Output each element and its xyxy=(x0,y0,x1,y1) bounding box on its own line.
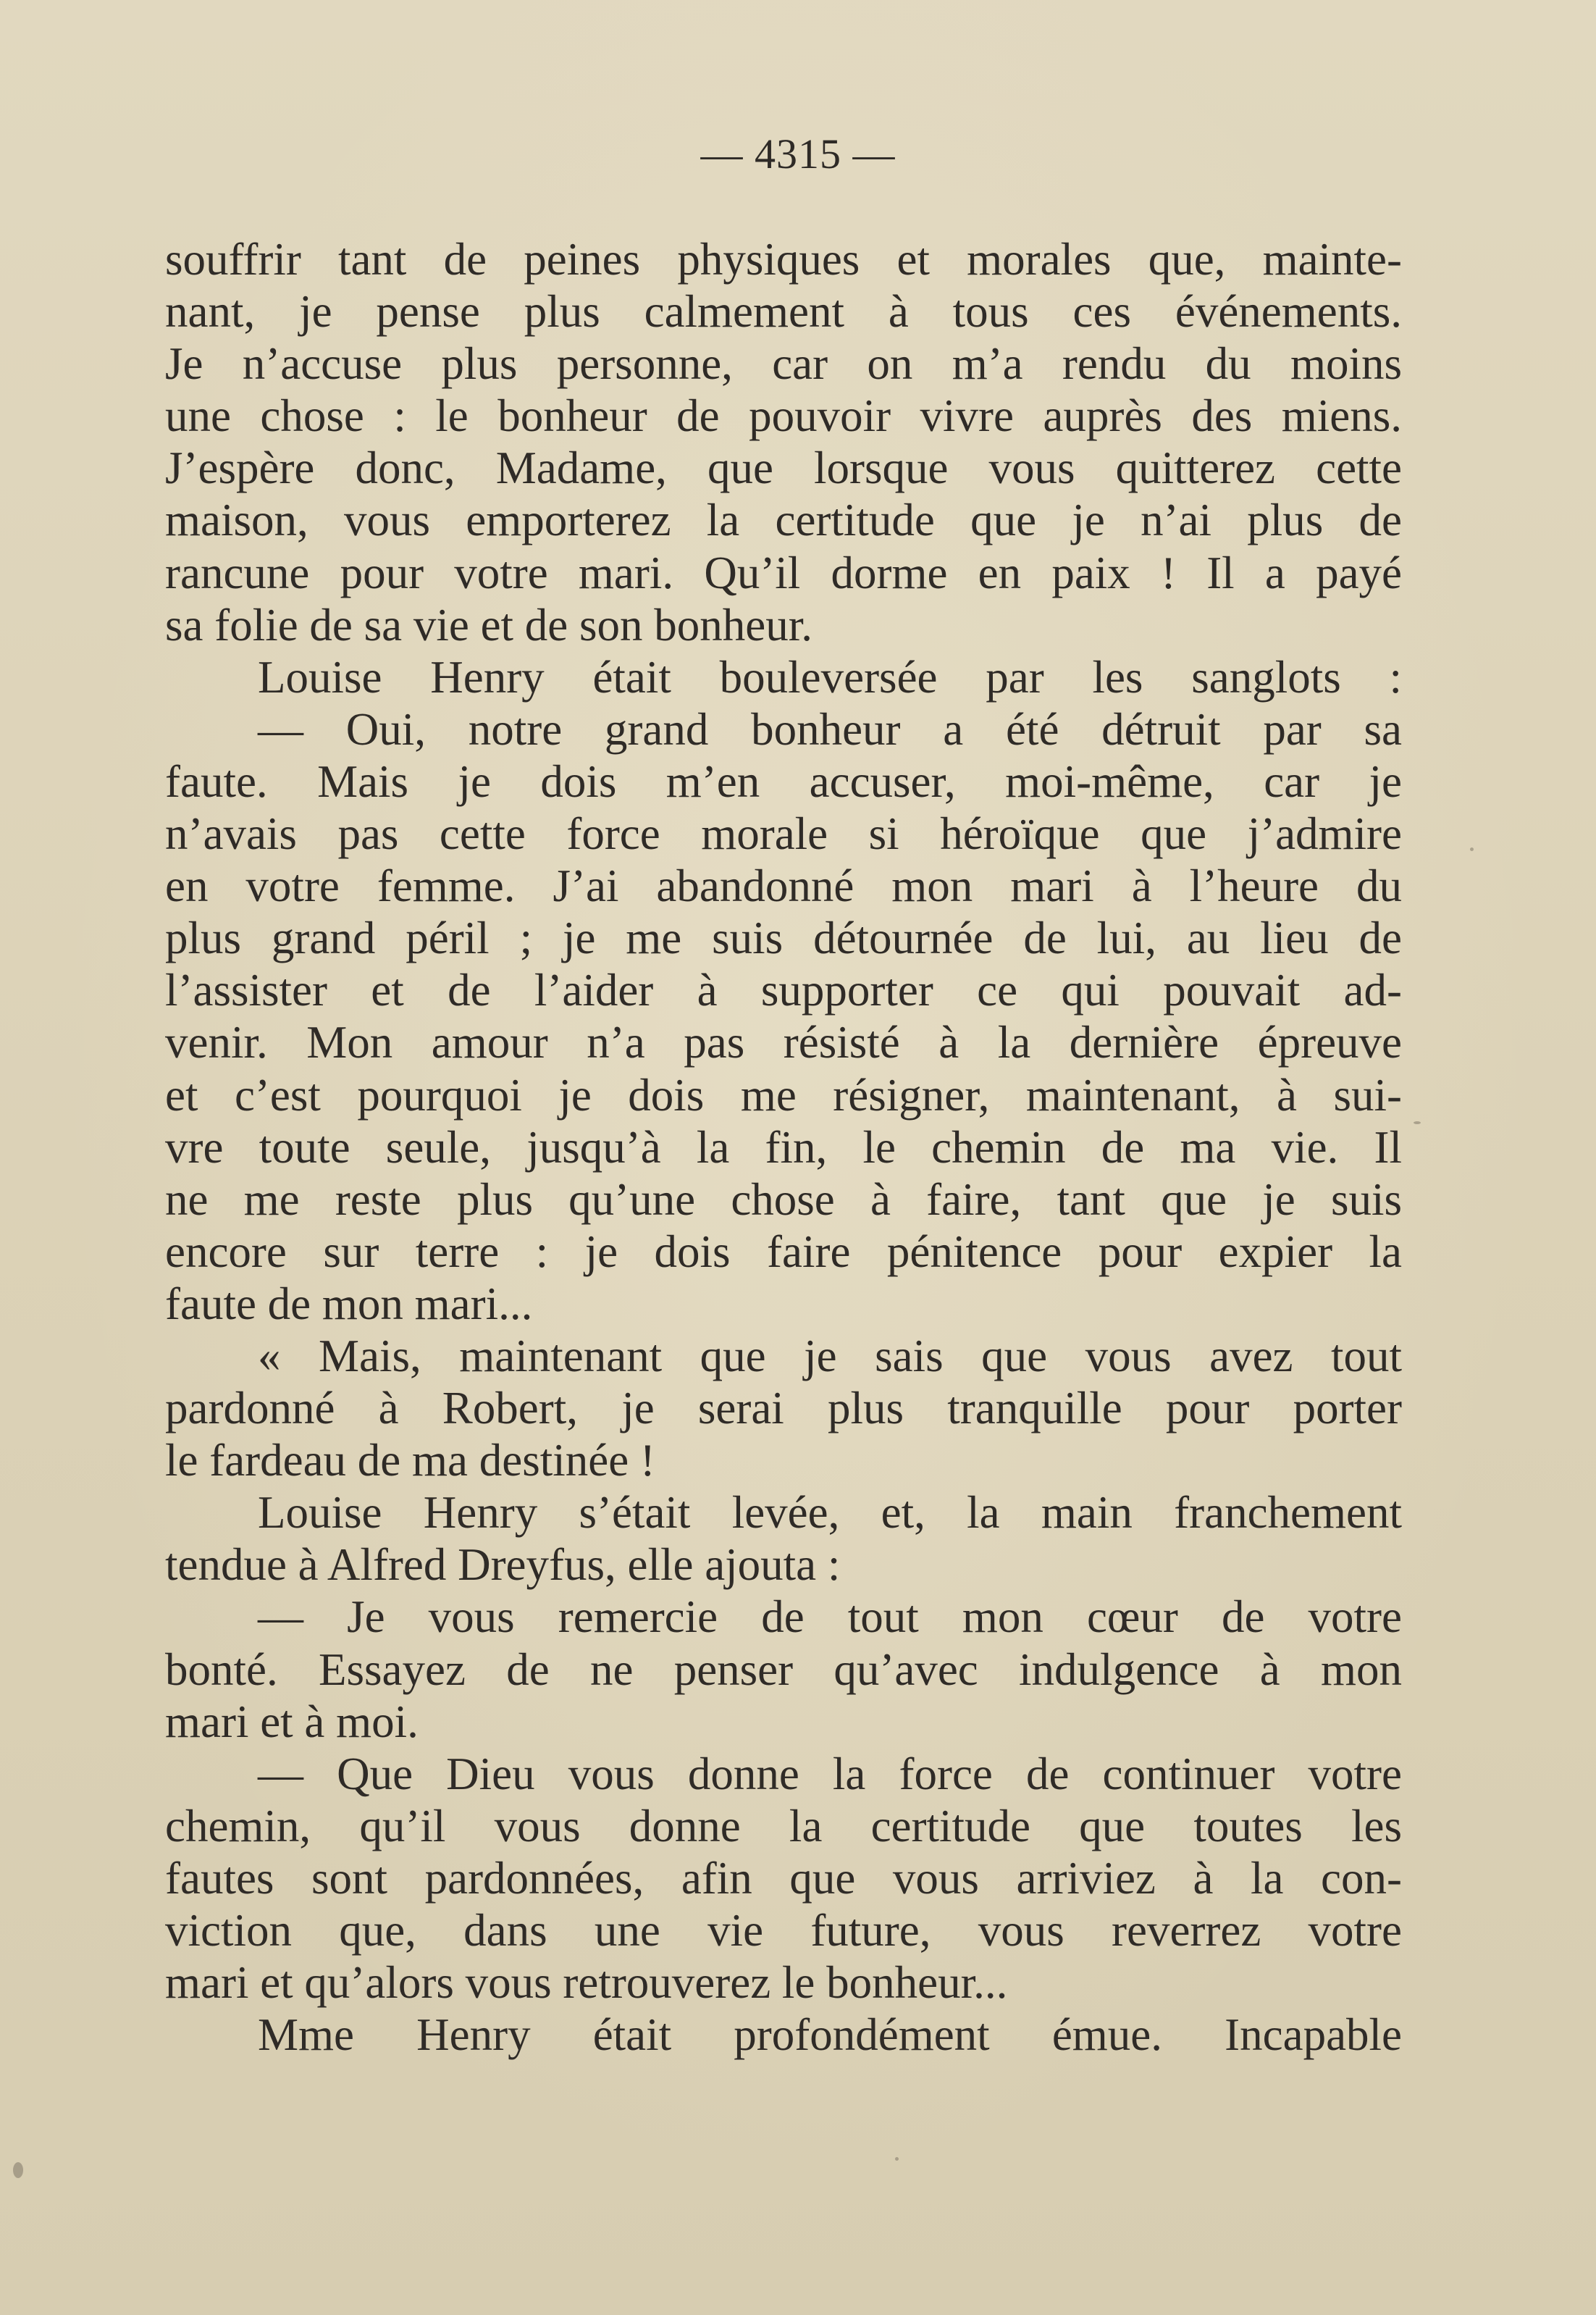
text-line: sa folie de sa vie et de son bonheur. xyxy=(165,599,812,650)
text-line: pardonné à Robert, je serai plus tranquille pour porter xyxy=(165,1383,1402,1434)
text-line: mari et à moi. xyxy=(165,1696,419,1747)
text-line: plus grand péril ; je me suis détournée de lui, au lieu de xyxy=(165,913,1402,964)
text-line: en votre femme. J’ai abandonné mon mari à l’heure du xyxy=(165,861,1402,912)
text-line: l’assister et de l’aider à supporter ce qui pouvait ad- xyxy=(165,965,1402,1016)
text-line: vre toute seule, jusqu’à la fin, le chemin de ma vie. Il xyxy=(165,1121,1402,1173)
paper-speck xyxy=(1414,1121,1421,1124)
text-line: le fardeau de ma destinée ! xyxy=(165,1435,655,1486)
text-line: Mme Henry était profondément émue. Incapable xyxy=(258,2009,1402,2061)
text-line: « Mais, maintenant que je sais que vous avez tout xyxy=(258,1330,1402,1381)
text-line: tendue à Alfred Dreyfus, elle ajouta : xyxy=(165,1539,841,1591)
text-line: maison, vous emporterez la certitude que je n’ai plus de xyxy=(165,495,1402,546)
text-line: — Que Dieu vous donne la force de continuer votre xyxy=(258,1748,1402,1799)
text-line: souffrir tant de peines physiques et morales que, mainte- xyxy=(165,234,1402,285)
text-line: bonté. Essayez de ne penser qu’avec indulgence à mon xyxy=(165,1644,1402,1695)
text-line: mari et qu’alors vous retrouverez le bonheur... xyxy=(165,1957,1008,2009)
text-line: ne me reste plus qu’une chose à faire, tant que je suis xyxy=(165,1173,1402,1225)
text-line: fautes sont pardonnées, afin que vous arriviez à la con- xyxy=(165,1852,1402,1904)
text-line: et c’est pourquoi je dois me résigner, maintenant, à sui- xyxy=(165,1069,1402,1121)
paper-speck xyxy=(895,2157,899,2161)
text-line: rancune pour votre mari. Qu’il dorme en paix ! Il a payé xyxy=(165,547,1402,598)
paper-speck xyxy=(1470,847,1474,851)
text-line: Louise Henry était bouleversée par les sanglots : xyxy=(258,651,1402,703)
text-line: encore sur terre : je dois faire pénitence pour expier la xyxy=(165,1226,1402,1277)
text-line: faute de mon mari... xyxy=(165,1278,533,1329)
text-line: — Je vous remercie de tout mon cœur de votre xyxy=(258,1591,1402,1643)
body-text xyxy=(165,233,1402,2061)
text-line: Je n’accuse plus personne, car on m’a rendu du moins xyxy=(165,338,1402,390)
text-line: chemin, qu’il vous donne la certitude que toutes les xyxy=(165,1800,1402,1851)
text-line: n’avais pas cette force morale si héroïque que j’admire xyxy=(165,808,1402,860)
page-number: — 4315 — xyxy=(700,130,896,177)
paper-speck xyxy=(13,2162,23,2178)
text-line: nant, je pense plus calmement à tous ces événements. xyxy=(165,286,1402,338)
text-line: — Oui, notre grand bonheur a été détruit par sa xyxy=(258,703,1402,755)
text-line: venir. Mon amour n’a pas résisté à la dernière épreuve xyxy=(165,1017,1402,1068)
text-line: Louise Henry s’était levée, et, la main franchement xyxy=(258,1487,1402,1539)
text-line: faute. Mais je dois m’en accuser, moi-même, car je xyxy=(165,755,1402,807)
text-line: viction que, dans une vie future, vous reverrez votre xyxy=(165,1905,1402,1956)
text-line: une chose : le bonheur de pouvoir vivre auprès des miens. xyxy=(165,390,1402,442)
text-line: J’espère donc, Madame, que lorsque vous quitterez cette xyxy=(165,443,1402,494)
